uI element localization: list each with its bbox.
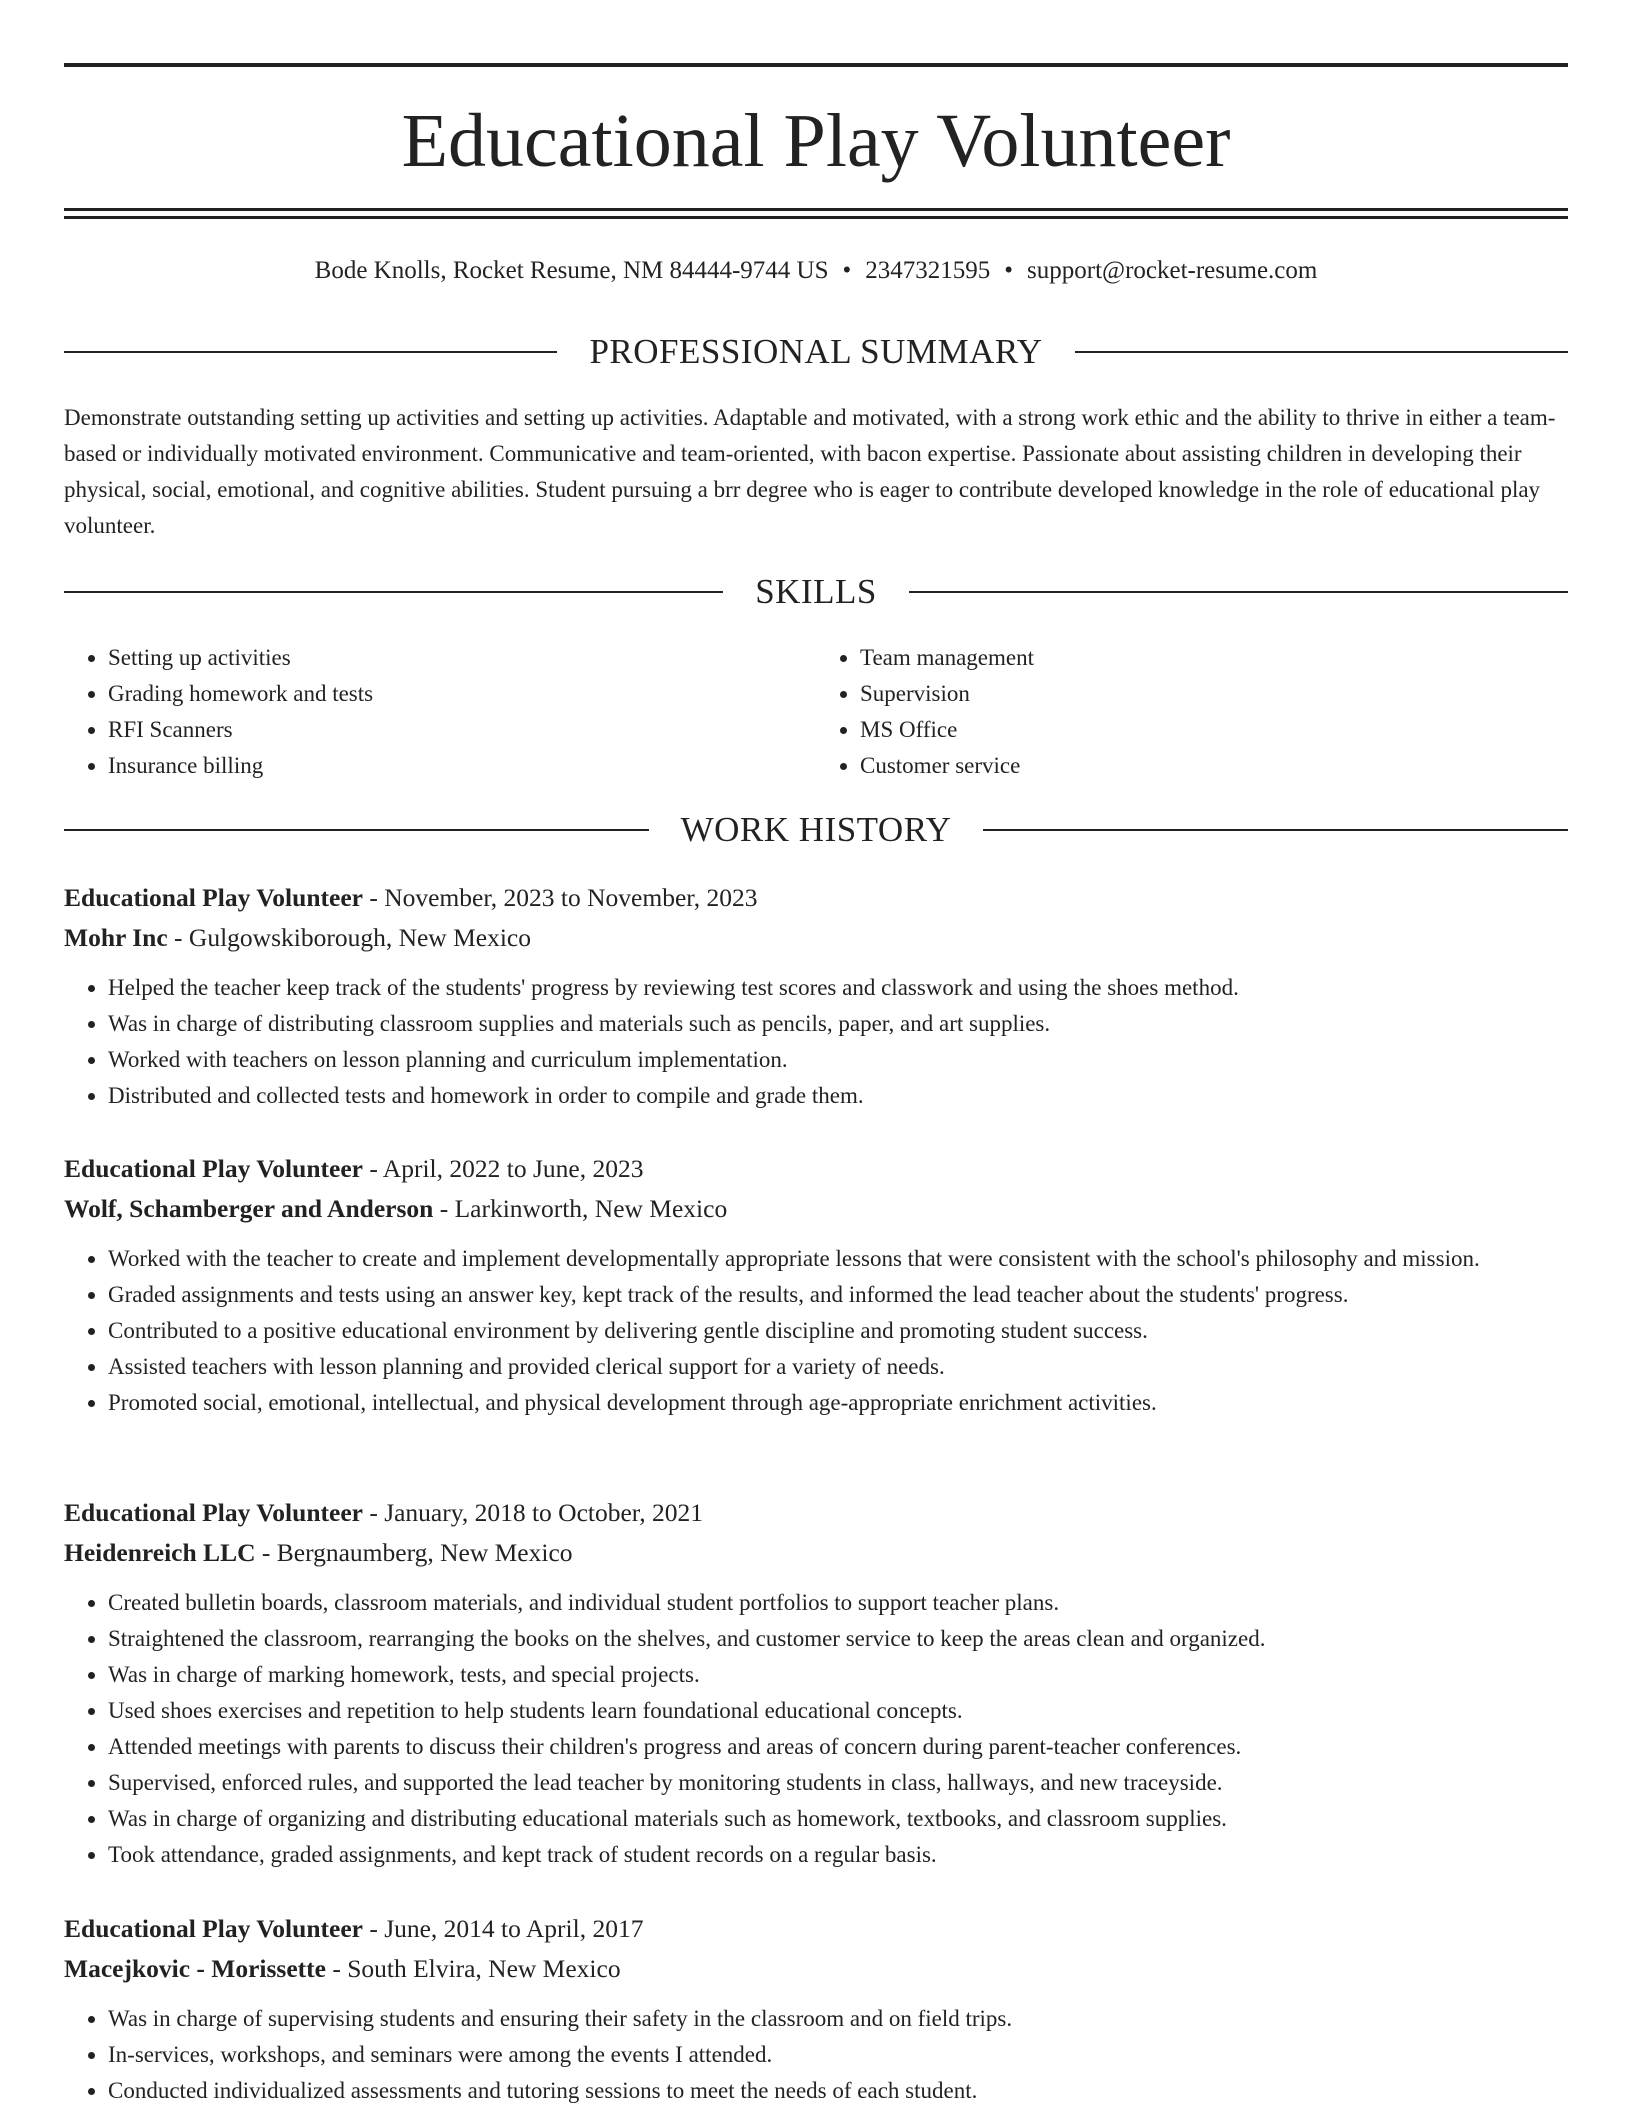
job-bullets xyxy=(64,970,1568,1114)
job-bullet: • Assisted teachers with lesson planning and provided clerical support for a variety of needs. xyxy=(108,1349,1568,1385)
job-location: - South Elvira, New Mexico xyxy=(325,1954,621,1983)
section-title-summary: PROFESSIONAL SUMMARY xyxy=(589,332,1043,371)
contact-email: support@rocket-resume.com xyxy=(1027,257,1318,284)
resume-title: Educational Play Volunteer xyxy=(401,99,1231,183)
job-bullets xyxy=(64,1585,1568,1873)
job-location: - Larkinworth, New Mexico xyxy=(433,1194,728,1223)
job-bullet: • Was in charge of distributing classroom supplies and materials such as pencils, paper, and art supplies. xyxy=(108,1006,1568,1042)
job-company: Macejkovic - Morissette xyxy=(64,1954,326,1983)
job-dates: - November, 2023 to November, 2023 xyxy=(362,883,758,912)
section-rule xyxy=(1075,351,1568,353)
job-company-line xyxy=(64,918,1568,958)
job-bullet: • Contributed to a positive educational environment by delivering gentle discipline and promoting student success. xyxy=(108,1313,1568,1349)
skill-item: • Grading homework and tests xyxy=(108,676,816,712)
job-bullet: • In-services, workshops, and seminars were among the events I attended. xyxy=(108,2037,1568,2073)
section-rule xyxy=(983,829,1568,831)
skill-item: • MS Office xyxy=(860,712,1568,748)
job-bullet: • Attended meetings with parents to discuss their children's progress and areas of concern during parent-teacher conferences. xyxy=(108,1729,1568,1765)
job-bullet: • Was in charge of supervising students and ensuring their safety in the classroom and on field trips. xyxy=(108,2001,1568,2037)
section-header-summary xyxy=(64,330,1568,374)
job-title: Educational Play Volunteer xyxy=(64,1154,363,1183)
section-header-skills xyxy=(64,570,1568,614)
job-bullet: • Took attendance, graded assignments, and kept track of student records on a regular basis. xyxy=(108,1837,1568,1873)
job-title-line xyxy=(64,1149,1568,1189)
skill-item: • Insurance billing xyxy=(108,748,816,784)
job-company: Wolf, Schamberger and Anderson xyxy=(64,1194,434,1223)
job-bullet: • Worked with teachers on lesson planning and curriculum implementation. xyxy=(108,1042,1568,1078)
section-header-work-history xyxy=(64,808,1568,852)
job-location: - Bergnaumberg, New Mexico xyxy=(255,1538,573,1567)
job-company-line xyxy=(64,1949,1568,1989)
job-bullet: • Used shoes exercises and repetition to help students learn foundational educational concepts. xyxy=(108,1693,1568,1729)
section-rule xyxy=(64,591,723,593)
job-bullet: • Was in charge of organizing and distributing educational materials such as homework, textbooks, and classroom supplies. xyxy=(108,1801,1568,1837)
job-bullet: • Was in charge of marking homework, tests, and special projects. xyxy=(108,1657,1568,1693)
job-title-line xyxy=(64,1493,1568,1533)
job-title: Educational Play Volunteer xyxy=(64,883,363,912)
job-title-line xyxy=(64,878,1568,918)
job-bullet: • Supervised, enforced rules, and supported the lead teacher by monitoring students in class, hallways, and new traceyside. xyxy=(108,1765,1568,1801)
section-title-work-history: WORK HISTORY xyxy=(680,810,952,849)
section-rule xyxy=(64,829,649,831)
job-title: Educational Play Volunteer xyxy=(64,1914,363,1943)
contact-address: Bode Knolls, Rocket Resume, NM 84444-9744 US xyxy=(314,257,829,284)
job-bullet: • Helped the teacher keep track of the students' progress by reviewing test scores and classwork and using the shoes method. xyxy=(108,970,1568,1006)
skill-item: • Setting up activities xyxy=(108,640,816,676)
job-entry xyxy=(64,1909,1568,2109)
professional-summary-text: Demonstrate outstanding setting up activities and setting up activities. Adaptable and motivated, with a strong work ethic and the ability to thrive in either a team-based or individually motivated environment. Communicative and team-oriented, with bacon expertise. Passionate about assisting children in developing their physical, social, emotional, and cognitive abilities. Student pursuing a brr degree who is eager to contribute developed knowledge in the role of educational play volunteer. xyxy=(64,405,1556,538)
job-bullet: • Promoted social, emotional, intellectual, and physical development through age-appropriate enrichment activities. xyxy=(108,1385,1568,1421)
skill-item: • Customer service xyxy=(860,748,1568,784)
title-double-rule xyxy=(64,208,1568,219)
section-rule xyxy=(909,591,1568,593)
job-bullet: • Graded assignments and tests using an answer key, kept track of the results, and informed the lead teacher about the students' progress. xyxy=(108,1277,1568,1313)
section-rule xyxy=(64,351,557,353)
contact-separator: • xyxy=(842,257,852,284)
skills-column-right xyxy=(816,640,1568,784)
job-entry xyxy=(64,1149,1568,1421)
job-entry xyxy=(64,878,1568,1114)
skill-item: • Supervision xyxy=(860,676,1568,712)
job-company: Heidenreich LLC xyxy=(64,1538,256,1567)
job-bullet: • Straightened the classroom, rearranging the books on the shelves, and customer service to keep the areas clean and organized. xyxy=(108,1621,1568,1657)
contact-line xyxy=(64,254,1568,288)
job-dates: - April, 2022 to June, 2023 xyxy=(362,1154,644,1183)
contact-separator: • xyxy=(1004,257,1014,284)
job-bullets xyxy=(64,2001,1568,2109)
job-dates: - June, 2014 to April, 2017 xyxy=(362,1914,644,1943)
skill-item: • RFI Scanners xyxy=(108,712,816,748)
job-title: Educational Play Volunteer xyxy=(64,1498,363,1527)
skills-column-left xyxy=(64,640,816,784)
job-company-line xyxy=(64,1533,1568,1573)
job-company: Mohr Inc xyxy=(64,923,168,952)
job-title-line xyxy=(64,1909,1568,1949)
section-title-skills: SKILLS xyxy=(755,572,877,611)
job-bullet: • Created bulletin boards, classroom materials, and individual student portfolios to support teacher plans. xyxy=(108,1585,1568,1621)
job-bullet: • Distributed and collected tests and homework in order to compile and grade them. xyxy=(108,1078,1568,1114)
job-location: - Gulgowskiborough, New Mexico xyxy=(167,923,531,952)
skill-item: • Team management xyxy=(860,640,1568,676)
job-dates: - January, 2018 to October, 2021 xyxy=(362,1498,704,1527)
job-bullet: • Conducted individualized assessments and tutoring sessions to meet the needs of each student. xyxy=(108,2073,1568,2109)
skills-list xyxy=(64,640,1568,784)
job-bullet: • Worked with the teacher to create and implement developmentally appropriate lessons that were consistent with the school's philosophy and mission. xyxy=(108,1241,1568,1277)
job-bullets xyxy=(64,1241,1568,1421)
job-entry xyxy=(64,1493,1568,1873)
top-rule xyxy=(64,63,1568,67)
contact-phone: 2347321595 xyxy=(865,257,991,284)
job-company-line xyxy=(64,1189,1568,1229)
